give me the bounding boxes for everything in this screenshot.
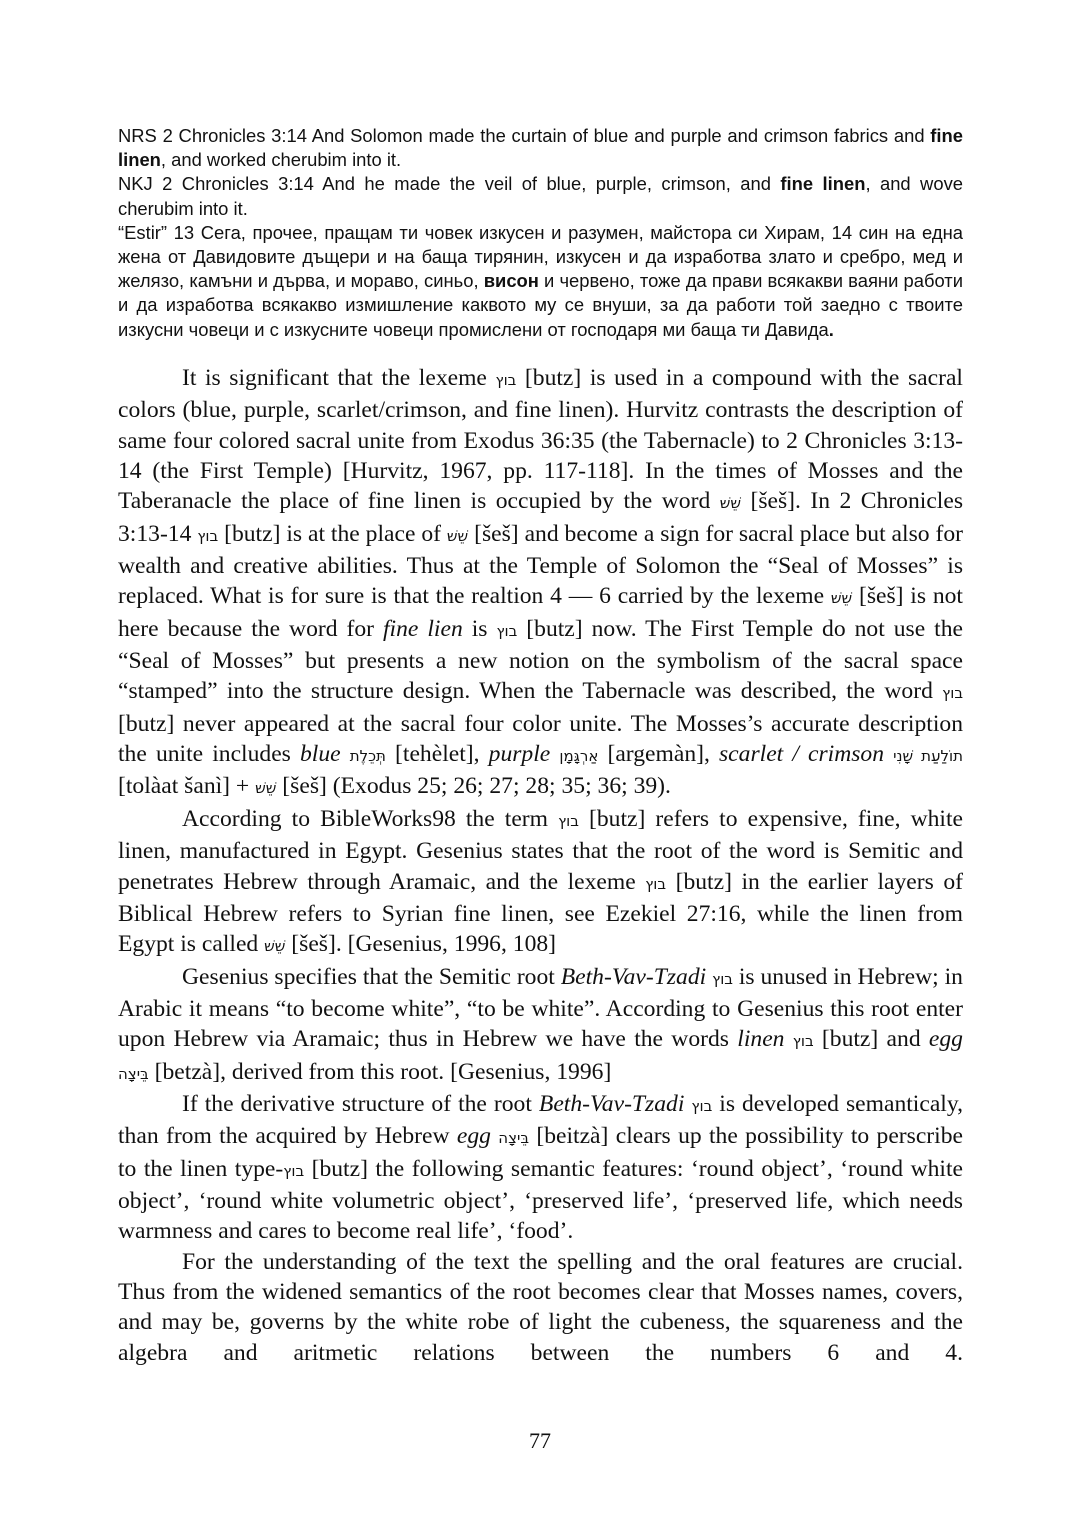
hebrew-word: בוץ <box>645 874 667 893</box>
text-run: [butz] the following semantic features: ‘round object’, ‘round white object’, ‘round white volumetric object’, ‘preserved life’, ‘preserved life, which needs warmness and cares to become real life’, ‘food’. <box>118 1155 963 1245</box>
paragraph <box>118 804 963 962</box>
bold-term: . <box>828 318 834 340</box>
page-number: 77 <box>529 1428 551 1453</box>
text-run: [butz] is at the place of <box>218 520 447 547</box>
bold-term: fine linen <box>780 173 866 195</box>
text-run: , and worked cherubim into it. <box>160 149 402 171</box>
hebrew-word: שֵׁשׁ <box>830 589 853 608</box>
text-run: [tehèlet], <box>385 741 489 768</box>
text-run: [šeš] (Exodus 25; 26; 27; 28; 35; 36; 39). <box>276 773 671 800</box>
text-run: For the understanding of the text the spelling and the oral features are crucial. Thus from the widened semantics of the root becomes clear that Mosses names, covers, and may be, governs by the white robe of light the cubeness, the squareness and the algebra and aritmetic relations between the numbers 6 and 4. <box>118 1248 963 1366</box>
text-run: [šeš]. In 2 Chronicles 3:13-14 <box>118 488 963 547</box>
text-run: is unused in Hebrew; in Arabic it means “to become white”, “to be white”. According to Gesenius this root enter upon Hebrew via Aramaic; thus in Hebrew we have the words <box>118 963 963 1053</box>
text-run: [butz] and <box>813 1026 929 1053</box>
hebrew-word: שֵׁשׁ <box>446 526 469 545</box>
hebrew-word: תְּכֵלֶת <box>349 747 386 766</box>
text-run: [butz] in the earlier layers of Biblical Hebrew refers to Syrian fine linen, see Ezekiel 27:16, while the linen from Egypt is called <box>118 868 963 958</box>
quote-estir <box>118 221 963 342</box>
hebrew-word: שֵׁשׁ <box>255 779 277 798</box>
text-run: и червено, тоже да прави всякакви ваяни работи и да изработва всякакво измишление каквото му се внуши, за да работи той заедно с твоите изкусни човеци и с изкусните човеци промислени от господаря ми баща ти Давида <box>118 270 963 340</box>
paragraph <box>118 962 963 1089</box>
paragraph <box>118 1247 963 1368</box>
hebrew-word: בוץ <box>496 621 518 640</box>
scripture-quotes <box>118 124 963 342</box>
text-run: [butz] never appeared at the sacral four color unite. The Mosses’s accurate description the unite includes <box>118 710 963 768</box>
text-run: [šeš]. [Gesenius, 1996, 108] <box>285 931 557 958</box>
text-run: [betzà], derived from this root. [Gesenius, 1996] <box>148 1058 612 1085</box>
text-run: [butz] is used in a compound with the sacral colors (blue, purple, scarlet/crimson, and fine linen). Hurvitz contrasts the description of same four colored sacral unite from Exodus 36:35 (the Tabernacle) to 2 Chronicles 3:13-14 (the First Temple) [Hurvitz, 1967, pp. 117-118]. In the times of Mosses and the Taberanacle the place of fine linen is occupied by the word <box>118 365 963 515</box>
paragraph <box>118 363 963 804</box>
italic-term: egg <box>928 1026 963 1053</box>
text-run: NRS 2 Chronicles 3:14 And Solomon made the curtain of blue and purple and crimson fabrics and <box>118 125 931 146</box>
italic-term: purple <box>488 741 551 768</box>
paragraph <box>118 1089 963 1247</box>
italic-term: fine lien <box>383 615 463 642</box>
quote-nrs <box>118 124 963 172</box>
text-run: According to BibleWorks98 the term <box>182 805 559 832</box>
italic-term: Beth-Vav-Tzadi <box>560 963 707 990</box>
hebrew-word: בוץ <box>712 969 733 988</box>
text-run <box>884 741 893 767</box>
hebrew-word: בֵּיצָה <box>498 1129 529 1148</box>
text-run: [argemàn], <box>598 741 719 768</box>
text-run: If the derivative structure of the root <box>182 1090 539 1117</box>
text-run: [butz] refers to expensive, fine, white linen, manufactured in Egypt. Gesenius states that the root of the word is Semitic and penetrates Hebrew through Aramaic, and the lexeme <box>118 805 963 895</box>
text-run: [šeš] and become a sign for sacral place but also for wealth and creative abilities. Thus at the Temple of Solomon the “Seal of Mosses” is replaced. What is for sure is that the realtion 4 — 6 carried by the lexeme <box>118 520 963 610</box>
hebrew-word: שֵׁשׁ <box>719 494 741 513</box>
hebrew-word: בוץ <box>691 1096 713 1115</box>
bold-term: fine linen <box>118 125 963 171</box>
hebrew-word: בוץ <box>792 1032 814 1051</box>
hebrew-word: בוץ <box>197 526 219 545</box>
italic-term: scarlet / crimson <box>719 741 885 768</box>
hebrew-word: בוץ <box>495 371 517 389</box>
text-run <box>341 741 350 767</box>
body-text <box>118 363 963 1368</box>
italic-term: egg <box>456 1123 491 1150</box>
text-run: It is significant that the lexeme <box>182 365 496 391</box>
hebrew-word: אַרְגָּמָן <box>559 747 599 766</box>
hebrew-word: תוֹלַעַת שָׁנִי <box>893 747 963 766</box>
hebrew-word: בוץ <box>558 811 579 830</box>
text-run: “Estir” 13 Сега, прочее, пращам ти човек изкусен и разумен, майстора си Хирам, 14 син на една жена от Давидовите дъщери и на баща тирянин, изкусен и да изработва злато и сребро, мед и желязо, камъни и дърва, и мораво, синьо, <box>118 221 963 292</box>
text-run: [tolàat šanì] + <box>118 773 256 800</box>
hebrew-word: שֵׁשׁ <box>264 937 286 956</box>
hebrew-word: בוץ <box>942 684 963 703</box>
text-run <box>784 1026 792 1052</box>
text-run: is <box>462 615 497 642</box>
italic-term: blue <box>299 741 341 768</box>
italic-term: linen <box>737 1026 785 1053</box>
quote-nkj <box>118 172 963 220</box>
text-run: [šeš] is not here because the word for <box>118 583 963 642</box>
text-run: [butz] now. The First Temple do not use the “Seal of Mosses” but presents a new notion on the symbolism of the sacral space “stamped” into the structure design. When the Tabernacle was described, the word <box>118 615 963 705</box>
italic-term: Beth-Vav-Tzadi <box>538 1090 685 1117</box>
text-run: is developed semanticaly, than from the acquired by Hebrew <box>118 1090 964 1150</box>
bold-term: висон <box>483 270 539 292</box>
hebrew-word: בוץ <box>283 1161 305 1180</box>
text-run: , and wove cherubim into it. <box>118 173 963 219</box>
text-run: NKJ 2 Chronicles 3:14 And he made the veil of blue, purple, crimson, and <box>118 173 781 195</box>
text-run: Gesenius specifies that the Semitic root <box>182 963 561 990</box>
text-run: [beitzà] clears up the possibility to perscribe to the linen type- <box>118 1123 963 1182</box>
hebrew-word: בֵּיצָה <box>118 1064 149 1083</box>
